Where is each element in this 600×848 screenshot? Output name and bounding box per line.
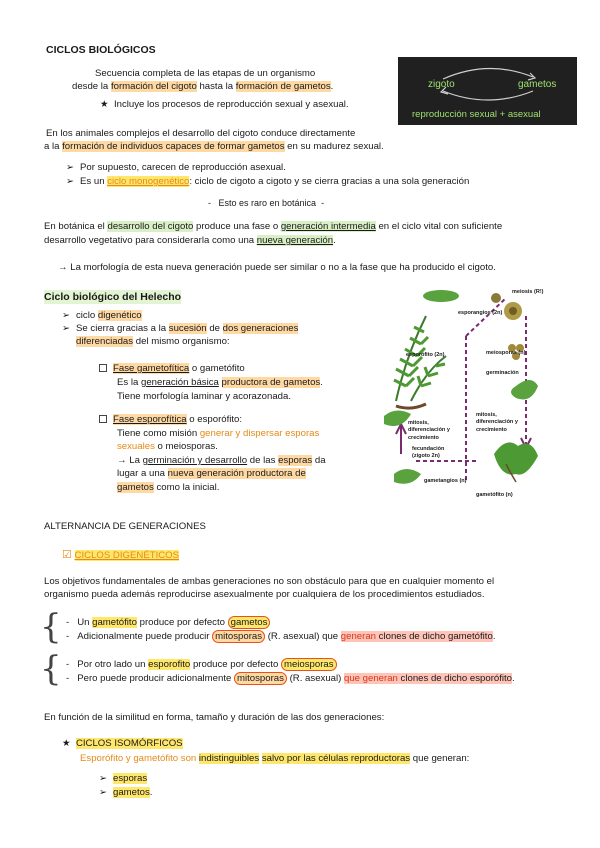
right-arrow-icon: → bbox=[58, 262, 68, 273]
sporophyte-line1: - Por otro lado un esporofito produce por defecto meiosporas bbox=[66, 659, 337, 672]
fern-bullet-1: ➢ ciclo digenético bbox=[62, 310, 142, 321]
sporophyte-line2: - Pero puede producir adicionalmente mitosporas (R. asexual) que generan clones de dicho esporófito. bbox=[66, 673, 515, 684]
isomorficos-bullet-2: ➢ gametos. bbox=[99, 787, 153, 798]
digeneticos-heading: ☑ CICLOS DIGENÉTICOS bbox=[62, 549, 180, 561]
left-brace-icon: { bbox=[40, 649, 62, 689]
diagram-label-mitosis-right: mitosis, diferenciación y crecimiento bbox=[476, 412, 518, 433]
gametofitic-line3: Tiene morfología laminar y acorazonada. bbox=[117, 391, 292, 402]
arrowhead-icon: ➢ bbox=[66, 162, 75, 173]
animals-bullet-1: ➢ Por supuesto, carecen de reproducción asexual. bbox=[66, 162, 286, 173]
diagram-label-esporangios: esporangios (2n) bbox=[458, 310, 503, 316]
alternancia-heading: ALTERNANCIA DE GENERACIONES bbox=[44, 521, 206, 532]
isomorficos-line: Esporófito y gametófito son indistinguibles salvo por las células reproductoras que generan: bbox=[80, 753, 470, 764]
diagram-label-esporofito: esporófito (2n) bbox=[406, 352, 445, 358]
arrowhead-icon: ➢ bbox=[66, 176, 75, 187]
cycle-zigoto: zigoto bbox=[428, 79, 455, 90]
fern-bullet-2-cont: diferenciadas del mismo organismo: bbox=[76, 336, 230, 347]
checked-box-icon: ☑ bbox=[62, 549, 72, 561]
cycle-bottom: reproducción sexual + asexual bbox=[412, 109, 541, 120]
esporofitic-line4: → La germinación y desarrollo de las esporas da bbox=[117, 455, 326, 466]
esporofitic-line6: gametos como la inicial. bbox=[117, 482, 220, 493]
alternancia-p1: Los objetivos fundamentales de ambas generaciones no son obstáculo para que en cualquier momento el bbox=[44, 576, 495, 587]
gametophyte-line2: - Adicionalmente puede producir mitosporas (R. asexual) que generan clones de dicho gametófito. bbox=[66, 631, 496, 642]
right-arrow-icon: → bbox=[117, 455, 127, 466]
page-title: CICLOS BIOLÓGICOS bbox=[46, 44, 156, 56]
definition-line1: Secuencia completa de las etapas de un organismo bbox=[95, 68, 316, 79]
checkbox-icon bbox=[99, 415, 107, 423]
fern-heading: Ciclo biológico del Helecho bbox=[44, 291, 182, 303]
arrowhead-icon: ➢ bbox=[99, 773, 108, 784]
arrowhead-icon: ➢ bbox=[62, 310, 71, 321]
diagram-label-germinacion: germinación bbox=[486, 370, 519, 376]
esporofitic-line2: Tiene como misión generar y dispersar esporas bbox=[117, 428, 320, 439]
star-icon: ★ bbox=[100, 99, 109, 110]
diagram-label-mitosis-left: mitosis, diferenciación y crecimiento bbox=[408, 420, 450, 441]
arrowhead-icon: ➢ bbox=[62, 323, 71, 334]
definition-bullet: ★ Incluye los procesos de reproducción sexual y asexual. bbox=[100, 99, 349, 110]
diagram-label-gametofito: gametófito (n) bbox=[476, 492, 513, 498]
checkbox-icon bbox=[99, 364, 107, 372]
cycle-box bbox=[398, 57, 577, 125]
animals-line2: a la formación de individuos capaces de formar gametos en su madurez sexual. bbox=[44, 141, 384, 152]
alternancia-p2: organismo pueda además reproducirse asexualmente por cualquiera de los procedimientos estudiados. bbox=[44, 589, 485, 600]
similitud-line: En función de la similitud en forma, tamaño y duración de las dos generaciones: bbox=[44, 712, 385, 723]
gametofitic-phase: Fase gametofítica o gametófito bbox=[99, 363, 245, 376]
diagram-label-fecundacion: fecundación (zigoto 2n) bbox=[412, 446, 445, 460]
arrowhead-icon: ➢ bbox=[99, 787, 108, 798]
esporofitic-line3: sexuales o meiosporas. bbox=[117, 441, 218, 452]
esporofitic-line5: lugar a una nueva generación productora de bbox=[117, 468, 306, 479]
botany-arrow-line: → La morfología de esta nueva generación puede ser similar o no a la fase que ha producido el cigoto. bbox=[58, 262, 496, 273]
animals-bullet-2: ➢ Es un ciclo monogenético: ciclo de cigoto a cigoto y se cierra gracias a una sola generación bbox=[66, 176, 470, 187]
diagram-label-meiosis: meiosis (R!) bbox=[512, 289, 544, 295]
fern-cycle-diagram bbox=[366, 286, 546, 514]
esporofitic-phase: Fase esporofítica o esporófito: bbox=[99, 414, 242, 427]
diagram-label-meiosporas: meiosporas (n) bbox=[486, 350, 526, 356]
isomorficos-heading: ★ CICLOS ISOMÓRFICOS bbox=[62, 738, 183, 749]
botany-line1: En botánica el desarrollo del cigoto produce una fase o generación intermedia en el ciclo vital con suficiente bbox=[44, 221, 503, 232]
star-icon: ★ bbox=[62, 738, 71, 749]
gametofitic-line2: Es la generación básica productora de gametos. bbox=[117, 377, 323, 388]
gametophyte-line1: - Un gametófito produce por defecto gametos bbox=[66, 617, 270, 630]
isomorficos-bullet-1: ➢ esporas bbox=[99, 773, 148, 784]
fern-bullet-2: ➢ Se cierra gracias a la sucesión de dos generaciones bbox=[62, 323, 299, 334]
botany-line2: desarrollo vegetativo para considerarla como una nueva generación. bbox=[44, 235, 336, 246]
left-brace-icon: { bbox=[40, 607, 62, 647]
definition-line2: desde la formación del cigoto hasta la formación de gametos. bbox=[72, 81, 334, 92]
diagram-label-gametangios: gametangios (n) bbox=[424, 478, 467, 484]
cycle-gametos: gametos bbox=[518, 79, 557, 90]
animals-line1: En los animales complejos el desarrollo del cigoto conduce directamente bbox=[46, 128, 356, 139]
animals-note: - Esto es raro en botánica - bbox=[208, 198, 325, 208]
